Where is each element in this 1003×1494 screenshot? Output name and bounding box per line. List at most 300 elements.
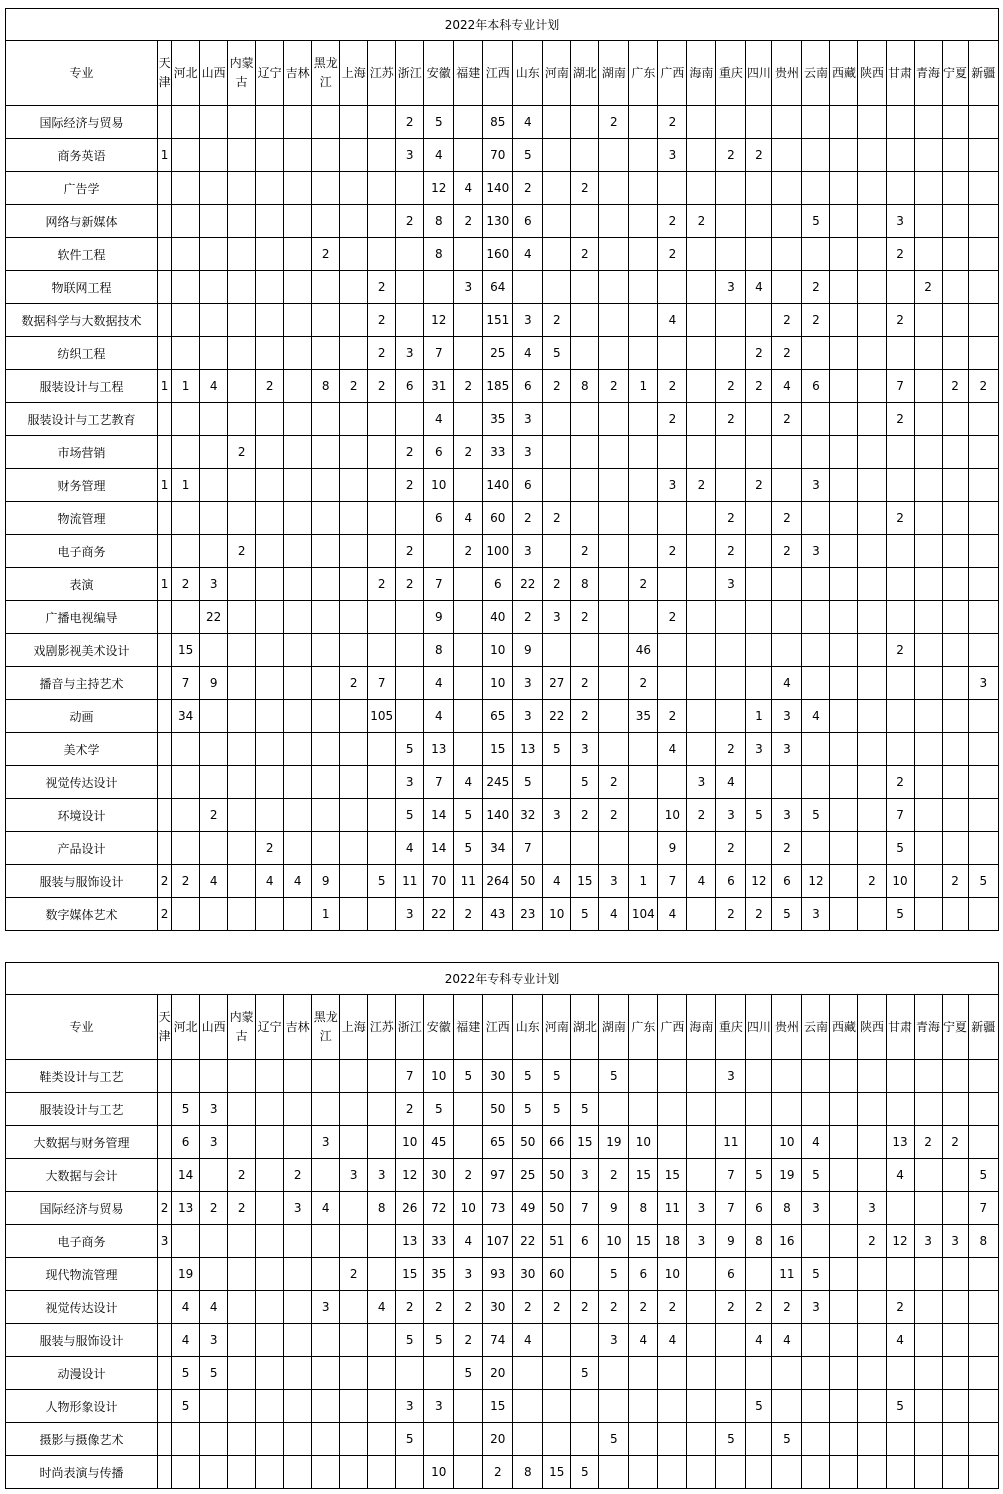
quota-cell xyxy=(886,106,914,139)
quota-cell: 1 xyxy=(158,370,172,403)
quota-cell: 5 xyxy=(571,1456,599,1489)
quota-cell xyxy=(746,1456,772,1489)
quota-cell xyxy=(158,304,172,337)
quota-cell: 50 xyxy=(513,865,543,898)
quota-cell xyxy=(158,238,172,271)
quota-cell xyxy=(256,700,284,733)
quota-cell: 5 xyxy=(424,106,454,139)
quota-cell xyxy=(571,304,599,337)
quota-cell xyxy=(284,601,312,634)
quota-cell xyxy=(158,436,172,469)
quota-cell: 4 xyxy=(802,700,830,733)
quota-cell: 3 xyxy=(513,667,543,700)
quota-cell: 264 xyxy=(483,865,513,898)
quota-cell xyxy=(802,1093,830,1126)
quota-cell: 2 xyxy=(454,535,483,568)
quota-cell: 2 xyxy=(772,403,802,436)
major-name-cell: 纺织工程 xyxy=(6,337,158,370)
quota-cell xyxy=(228,337,256,370)
quota-cell xyxy=(312,1093,340,1126)
quota-cell: 2 xyxy=(312,238,340,271)
province-column-header: 西藏 xyxy=(830,41,858,106)
quota-cell xyxy=(172,535,200,568)
quota-cell xyxy=(830,1159,858,1192)
quota-cell xyxy=(312,799,340,832)
quota-cell xyxy=(284,205,312,238)
quota-cell xyxy=(968,238,998,271)
quota-cell: 16 xyxy=(772,1225,802,1258)
province-column-header: 上海 xyxy=(340,995,368,1060)
table-row xyxy=(6,1324,999,1357)
quota-cell: 4 xyxy=(454,1225,483,1258)
quota-cell xyxy=(340,271,368,304)
quota-cell xyxy=(599,403,629,436)
quota-cell xyxy=(968,436,998,469)
quota-cell: 5 xyxy=(172,1357,200,1390)
quota-cell: 3 xyxy=(396,337,424,370)
quota-cell xyxy=(629,502,658,535)
quota-cell: 4 xyxy=(772,667,802,700)
quota-cell xyxy=(772,238,802,271)
quota-cell: 5 xyxy=(599,1423,629,1456)
quota-cell xyxy=(914,469,942,502)
quota-cell xyxy=(687,403,716,436)
quota-cell: 15 xyxy=(172,634,200,667)
quota-cell xyxy=(158,1060,172,1093)
quota-cell: 10 xyxy=(599,1225,629,1258)
major-name-cell: 鞋类设计与工艺 xyxy=(6,1060,158,1093)
quota-cell xyxy=(158,172,172,205)
major-name-cell: 视觉传达设计 xyxy=(6,1291,158,1324)
quota-cell: 12 xyxy=(886,1225,914,1258)
quota-cell: 8 xyxy=(772,1192,802,1225)
quota-cell: 2 xyxy=(256,370,284,403)
quota-cell xyxy=(340,403,368,436)
quota-cell xyxy=(284,370,312,403)
table-row xyxy=(6,1126,999,1159)
province-column-header: 黑龙江 xyxy=(312,41,340,106)
quota-cell: 2 xyxy=(571,1291,599,1324)
quota-cell: 2 xyxy=(658,205,687,238)
quota-cell xyxy=(658,766,687,799)
major-name-cell: 物联网工程 xyxy=(6,271,158,304)
quota-cell: 8 xyxy=(513,1456,543,1489)
quota-cell xyxy=(256,1192,284,1225)
quota-cell: 2 xyxy=(886,403,914,436)
quota-cell xyxy=(256,1258,284,1291)
quota-cell: 11 xyxy=(454,865,483,898)
quota-cell xyxy=(802,832,830,865)
quota-cell xyxy=(543,205,571,238)
province-column-header: 辽宁 xyxy=(256,995,284,1060)
quota-cell xyxy=(200,172,228,205)
quota-cell xyxy=(599,568,629,601)
quota-cell xyxy=(914,733,942,766)
quota-cell xyxy=(312,535,340,568)
quota-cell: 2 xyxy=(396,436,424,469)
quota-cell: 10 xyxy=(543,898,571,931)
associate-plan-table xyxy=(5,962,999,1489)
quota-cell: 3 xyxy=(658,469,687,502)
quota-cell: 107 xyxy=(483,1225,513,1258)
province-column-header: 天津 xyxy=(158,995,172,1060)
quota-cell: 64 xyxy=(483,271,513,304)
quota-cell: 4 xyxy=(658,733,687,766)
quota-cell: 4 xyxy=(454,502,483,535)
major-name-cell: 商务英语 xyxy=(6,139,158,172)
quota-cell: 4 xyxy=(886,1159,914,1192)
quota-cell xyxy=(340,733,368,766)
quota-cell xyxy=(172,799,200,832)
quota-cell xyxy=(716,106,746,139)
quota-cell xyxy=(396,271,424,304)
quota-cell xyxy=(571,1258,599,1291)
quota-cell xyxy=(256,172,284,205)
quota-cell: 151 xyxy=(483,304,513,337)
quota-cell: 2 xyxy=(914,271,942,304)
table-row xyxy=(6,172,999,205)
quota-cell: 2 xyxy=(772,304,802,337)
quota-cell xyxy=(284,1324,312,1357)
quota-cell xyxy=(802,667,830,700)
quota-cell xyxy=(746,238,772,271)
quota-cell: 5 xyxy=(772,1423,802,1456)
province-column-header: 吉林 xyxy=(284,995,312,1060)
quota-cell xyxy=(914,601,942,634)
quota-cell xyxy=(687,667,716,700)
province-column-header: 天津 xyxy=(158,41,172,106)
quota-cell: 2 xyxy=(629,1291,658,1324)
quota-cell xyxy=(200,700,228,733)
quota-cell xyxy=(228,1060,256,1093)
quota-cell xyxy=(424,1423,454,1456)
quota-cell xyxy=(368,766,396,799)
quota-cell xyxy=(158,1291,172,1324)
quota-cell xyxy=(629,337,658,370)
quota-cell: 2 xyxy=(454,436,483,469)
quota-cell: 5 xyxy=(599,1258,629,1291)
quota-cell xyxy=(284,139,312,172)
quota-cell xyxy=(200,1456,228,1489)
quota-cell: 7 xyxy=(396,1060,424,1093)
quota-cell xyxy=(284,502,312,535)
province-column-header: 西藏 xyxy=(830,995,858,1060)
quota-cell xyxy=(200,1258,228,1291)
quota-cell: 1 xyxy=(158,139,172,172)
quota-cell: 5 xyxy=(424,1093,454,1126)
quota-cell xyxy=(858,271,886,304)
province-column-header: 安徽 xyxy=(424,995,454,1060)
quota-cell xyxy=(886,1060,914,1093)
quota-cell xyxy=(284,667,312,700)
quota-cell xyxy=(830,403,858,436)
table-row xyxy=(6,139,999,172)
quota-cell: 1 xyxy=(746,700,772,733)
quota-cell xyxy=(942,799,968,832)
quota-cell xyxy=(830,1060,858,1093)
undergraduate-plan-table xyxy=(5,8,999,931)
province-column-header: 河北 xyxy=(172,41,200,106)
quota-cell xyxy=(396,601,424,634)
quota-cell xyxy=(687,1357,716,1390)
province-column-header: 上海 xyxy=(340,41,368,106)
quota-cell xyxy=(454,403,483,436)
quota-cell: 5 xyxy=(454,1357,483,1390)
quota-cell xyxy=(158,634,172,667)
quota-cell xyxy=(772,568,802,601)
quota-cell xyxy=(830,502,858,535)
quota-cell xyxy=(200,832,228,865)
quota-cell xyxy=(802,139,830,172)
quota-cell xyxy=(368,205,396,238)
province-column-header: 黑龙江 xyxy=(312,995,340,1060)
quota-cell: 2 xyxy=(599,799,629,832)
quota-cell xyxy=(228,271,256,304)
quota-cell xyxy=(172,238,200,271)
quota-cell xyxy=(968,733,998,766)
quota-cell: 2 xyxy=(571,535,599,568)
quota-cell xyxy=(284,1456,312,1489)
quota-cell: 3 xyxy=(687,766,716,799)
quota-cell xyxy=(830,667,858,700)
quota-cell: 9 xyxy=(312,865,340,898)
quota-cell: 2 xyxy=(543,370,571,403)
quota-cell xyxy=(340,1423,368,1456)
table-row xyxy=(6,667,999,700)
quota-cell: 5 xyxy=(424,1324,454,1357)
quota-cell xyxy=(968,766,998,799)
quota-cell xyxy=(687,106,716,139)
quota-cell xyxy=(228,898,256,931)
quota-cell xyxy=(914,832,942,865)
province-column-header: 吉林 xyxy=(284,41,312,106)
quota-cell: 5 xyxy=(200,1357,228,1390)
quota-cell xyxy=(284,271,312,304)
quota-cell xyxy=(368,1390,396,1423)
table-row xyxy=(6,1423,999,1456)
quota-cell xyxy=(228,700,256,733)
quota-cell xyxy=(340,304,368,337)
quota-cell xyxy=(312,304,340,337)
quota-cell: 70 xyxy=(424,865,454,898)
quota-cell xyxy=(172,271,200,304)
quota-cell: 5 xyxy=(746,1390,772,1423)
quota-cell xyxy=(830,1225,858,1258)
quota-cell xyxy=(312,106,340,139)
quota-cell: 7 xyxy=(571,1192,599,1225)
quota-cell xyxy=(454,106,483,139)
quota-cell xyxy=(802,1357,830,1390)
quota-cell: 22 xyxy=(513,1225,543,1258)
quota-cell: 5 xyxy=(543,337,571,370)
major-name-cell: 软件工程 xyxy=(6,238,158,271)
quota-cell xyxy=(914,799,942,832)
quota-cell xyxy=(513,271,543,304)
quota-cell xyxy=(830,1324,858,1357)
quota-cell: 12 xyxy=(396,1159,424,1192)
quota-cell xyxy=(368,1060,396,1093)
header-row xyxy=(6,41,999,106)
quota-cell xyxy=(629,1060,658,1093)
quota-cell xyxy=(228,601,256,634)
province-column-header: 湖南 xyxy=(599,995,629,1060)
quota-cell: 15 xyxy=(483,733,513,766)
quota-cell xyxy=(914,304,942,337)
quota-cell xyxy=(629,304,658,337)
quota-cell xyxy=(914,337,942,370)
table-row xyxy=(6,502,999,535)
quota-cell xyxy=(284,700,312,733)
quota-cell xyxy=(914,700,942,733)
table-row xyxy=(6,1093,999,1126)
province-column-header: 江西 xyxy=(483,995,513,1060)
table-row xyxy=(6,799,999,832)
quota-cell: 6 xyxy=(802,370,830,403)
quota-cell xyxy=(629,535,658,568)
quota-cell xyxy=(968,1126,998,1159)
quota-cell: 2 xyxy=(454,1324,483,1357)
quota-cell xyxy=(513,1357,543,1390)
major-name-cell: 服装设计与工艺 xyxy=(6,1093,158,1126)
quota-cell: 2 xyxy=(454,205,483,238)
table-body xyxy=(6,106,999,931)
quota-cell: 4 xyxy=(200,370,228,403)
quota-cell xyxy=(886,1258,914,1291)
quota-cell xyxy=(172,1423,200,1456)
quota-cell xyxy=(368,1258,396,1291)
quota-cell xyxy=(571,1060,599,1093)
quota-cell: 6 xyxy=(424,502,454,535)
quota-cell: 8 xyxy=(571,370,599,403)
quota-cell xyxy=(942,568,968,601)
quota-cell xyxy=(200,205,228,238)
quota-cell xyxy=(886,601,914,634)
major-name-cell: 服装设计与工艺教育 xyxy=(6,403,158,436)
table-row xyxy=(6,337,999,370)
quota-cell: 5 xyxy=(571,898,599,931)
quota-cell xyxy=(746,1258,772,1291)
quota-cell xyxy=(172,1060,200,1093)
quota-cell xyxy=(543,1324,571,1357)
quota-cell xyxy=(256,601,284,634)
quota-cell xyxy=(716,337,746,370)
quota-cell xyxy=(284,1357,312,1390)
quota-cell xyxy=(340,205,368,238)
quota-cell xyxy=(629,139,658,172)
quota-cell xyxy=(687,1456,716,1489)
quota-cell xyxy=(368,502,396,535)
quota-cell: 6 xyxy=(483,568,513,601)
quota-cell xyxy=(368,832,396,865)
quota-cell: 2 xyxy=(942,370,968,403)
province-column-header: 浙江 xyxy=(396,995,424,1060)
quota-cell xyxy=(658,1390,687,1423)
quota-cell xyxy=(914,568,942,601)
quota-cell: 2 xyxy=(599,370,629,403)
quota-cell xyxy=(858,568,886,601)
quota-cell: 4 xyxy=(284,865,312,898)
quota-cell xyxy=(599,238,629,271)
table-row xyxy=(6,568,999,601)
quota-cell xyxy=(914,1258,942,1291)
quota-cell xyxy=(256,799,284,832)
quota-cell xyxy=(312,1060,340,1093)
quota-cell xyxy=(158,700,172,733)
quota-cell xyxy=(968,535,998,568)
quota-cell xyxy=(942,271,968,304)
quota-cell xyxy=(802,1390,830,1423)
province-column-header: 辽宁 xyxy=(256,41,284,106)
quota-cell: 10 xyxy=(424,1456,454,1489)
quota-cell: 7 xyxy=(716,1159,746,1192)
quota-cell: 5 xyxy=(716,1423,746,1456)
quota-cell xyxy=(172,436,200,469)
quota-cell: 4 xyxy=(716,766,746,799)
quota-cell xyxy=(200,139,228,172)
quota-cell xyxy=(629,601,658,634)
quota-cell xyxy=(312,634,340,667)
quota-cell: 3 xyxy=(599,1324,629,1357)
province-column-header: 海南 xyxy=(687,995,716,1060)
province-column-header: 重庆 xyxy=(716,41,746,106)
quota-cell: 4 xyxy=(599,898,629,931)
quota-cell xyxy=(746,568,772,601)
quota-cell: 2 xyxy=(228,1192,256,1225)
quota-cell: 7 xyxy=(513,832,543,865)
major-name-cell: 人物形象设计 xyxy=(6,1390,158,1423)
quota-cell xyxy=(158,1456,172,1489)
quota-cell xyxy=(802,1456,830,1489)
quota-cell xyxy=(200,1390,228,1423)
quota-cell xyxy=(629,238,658,271)
quota-cell xyxy=(454,634,483,667)
quota-cell xyxy=(687,700,716,733)
quota-cell xyxy=(368,1324,396,1357)
quota-cell: 31 xyxy=(424,370,454,403)
quota-cell xyxy=(772,205,802,238)
quota-cell xyxy=(228,403,256,436)
quota-cell: 5 xyxy=(543,733,571,766)
quota-cell: 2 xyxy=(658,403,687,436)
quota-cell xyxy=(942,1291,968,1324)
quota-cell xyxy=(228,139,256,172)
quota-cell xyxy=(658,502,687,535)
quota-cell: 2 xyxy=(658,601,687,634)
quota-cell: 2 xyxy=(716,535,746,568)
quota-cell xyxy=(543,535,571,568)
quota-cell xyxy=(312,403,340,436)
quota-cell xyxy=(858,1390,886,1423)
quota-cell: 4 xyxy=(172,1324,200,1357)
quota-cell xyxy=(942,469,968,502)
quota-cell xyxy=(340,1225,368,1258)
quota-cell xyxy=(256,1093,284,1126)
quota-cell: 2 xyxy=(658,238,687,271)
quota-cell xyxy=(454,304,483,337)
quota-cell: 3 xyxy=(340,1159,368,1192)
major-name-cell: 大数据与财务管理 xyxy=(6,1126,158,1159)
quota-cell: 5 xyxy=(368,865,396,898)
quota-cell xyxy=(200,106,228,139)
quota-cell xyxy=(687,1423,716,1456)
quota-cell: 66 xyxy=(543,1126,571,1159)
major-name-cell: 广告学 xyxy=(6,172,158,205)
quota-cell xyxy=(942,502,968,535)
table-row xyxy=(6,1357,999,1390)
quota-cell: 140 xyxy=(483,172,513,205)
quota-cell xyxy=(858,436,886,469)
quota-cell xyxy=(571,205,599,238)
